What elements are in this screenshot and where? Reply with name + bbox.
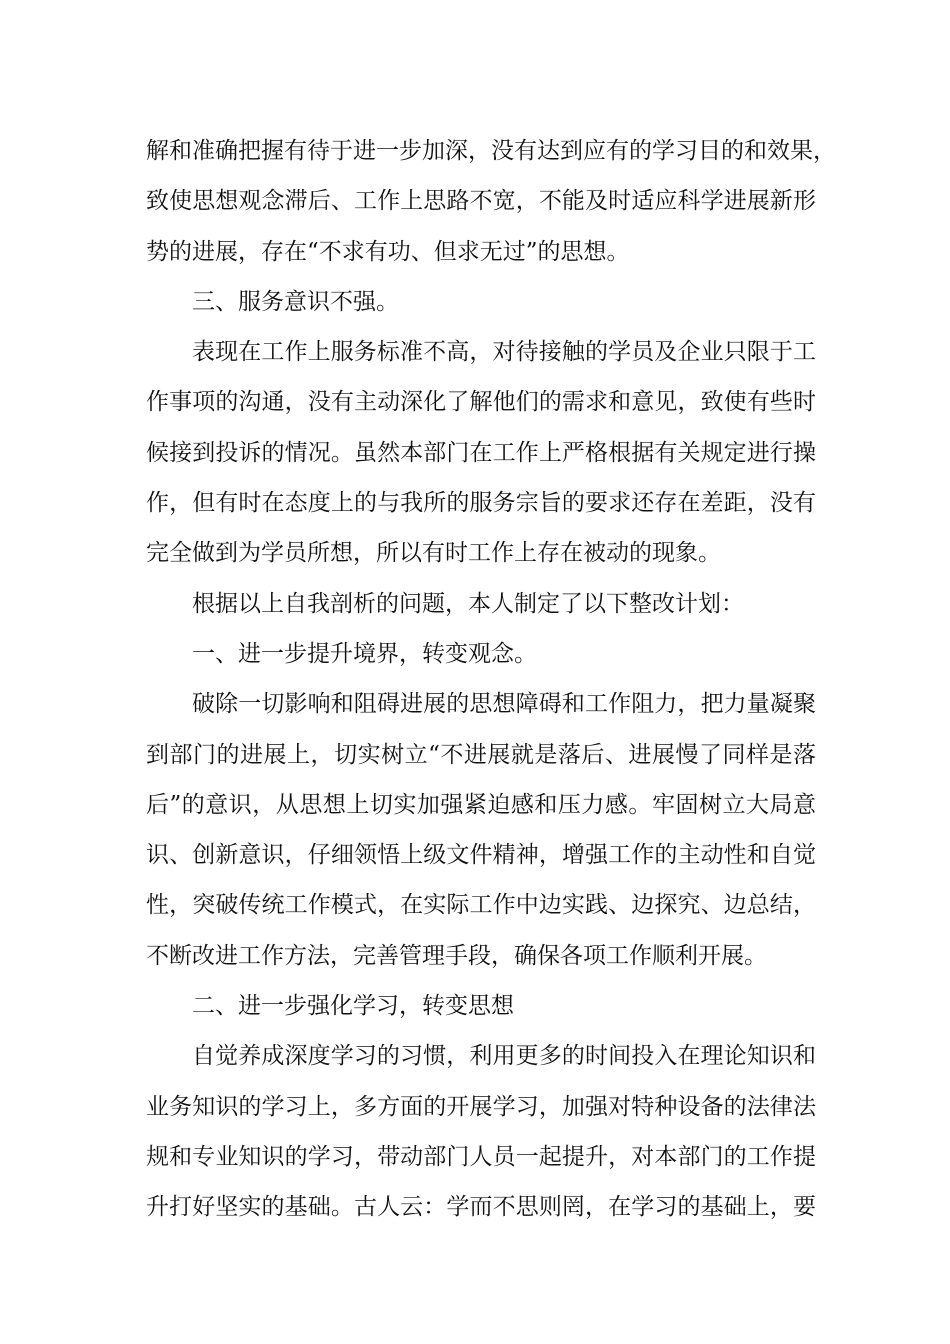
section-heading-learning: 二、进一步强化学习，转变思想 — [192, 993, 514, 1020]
text-line: 升打好坚实的基础。古人云：学而不思则罔，在学习的基础上，要 — [146, 1194, 816, 1221]
text-line: 候接到投诉的情况。虽然本部门在工作上严格根据有关规定进行操 — [146, 439, 816, 466]
text-line: 根据以上自我剖析的问题，本人制定了以下整改计划： — [192, 590, 744, 617]
text-line: 识、创新意识，仔细领悟上级文件精神，增强工作的主动性和自觉 — [146, 842, 816, 869]
text-line: 势的进展，存在“不求有功、但求无过”的思想。 — [146, 238, 630, 265]
text-line: 解和准确把握有待于进一步加深，没有达到应有的学习目的和效果， — [146, 138, 836, 164]
text-line: 后”的意识，从思想上切实加强紧迫感和压力感。牢固树立大局意 — [146, 791, 816, 818]
text-line: 性，突破传统工作模式，在实际工作中边实践、边探究、边总结， — [146, 892, 816, 919]
text-line: 作事项的沟通，没有主动深化了解他们的需求和意见，致使有些时 — [146, 389, 816, 416]
text-line: 完全做到为学员所想，所以有时工作上存在被动的现象。 — [146, 540, 721, 567]
text-line: 业务知识的学习上，多方面的开展学习，加强对特种设备的法律法 — [146, 1093, 816, 1120]
text-line: 表现在工作上服务标准不高，对待接触的学员及企业只限于工 — [192, 339, 816, 366]
text-line: 不断改进工作方法，完善管理手段，确保各项工作顺利开展。 — [146, 942, 767, 969]
section-heading-mindset: 一、进一步提升境界，转变观念。 — [192, 640, 537, 667]
text-line: 作，但有时在态度上的与我所的服务宗旨的要求还存在差距，没有 — [146, 490, 816, 517]
text-line: 自觉养成深度学习的习惯，利用更多的时间投入在理论知识和 — [192, 1043, 816, 1070]
section-heading-service: 三、服务意识不强。 — [192, 288, 399, 315]
text-line: 致使思想观念滞后、工作上思路不宽，不能及时适应科学进展新形 — [146, 188, 816, 215]
text-line: 破除一切影响和阻碍进展的思想障碍和工作阻力，把力量凝聚 — [192, 691, 816, 718]
document-body — [146, 126, 836, 1233]
text-line: 到部门的进展上，切实树立“不进展就是落后、进展慢了同样是落 — [146, 741, 816, 768]
text-line: 规和专业知识的学习，带动部门人员一起提升，对本部门的工作提 — [146, 1143, 816, 1170]
